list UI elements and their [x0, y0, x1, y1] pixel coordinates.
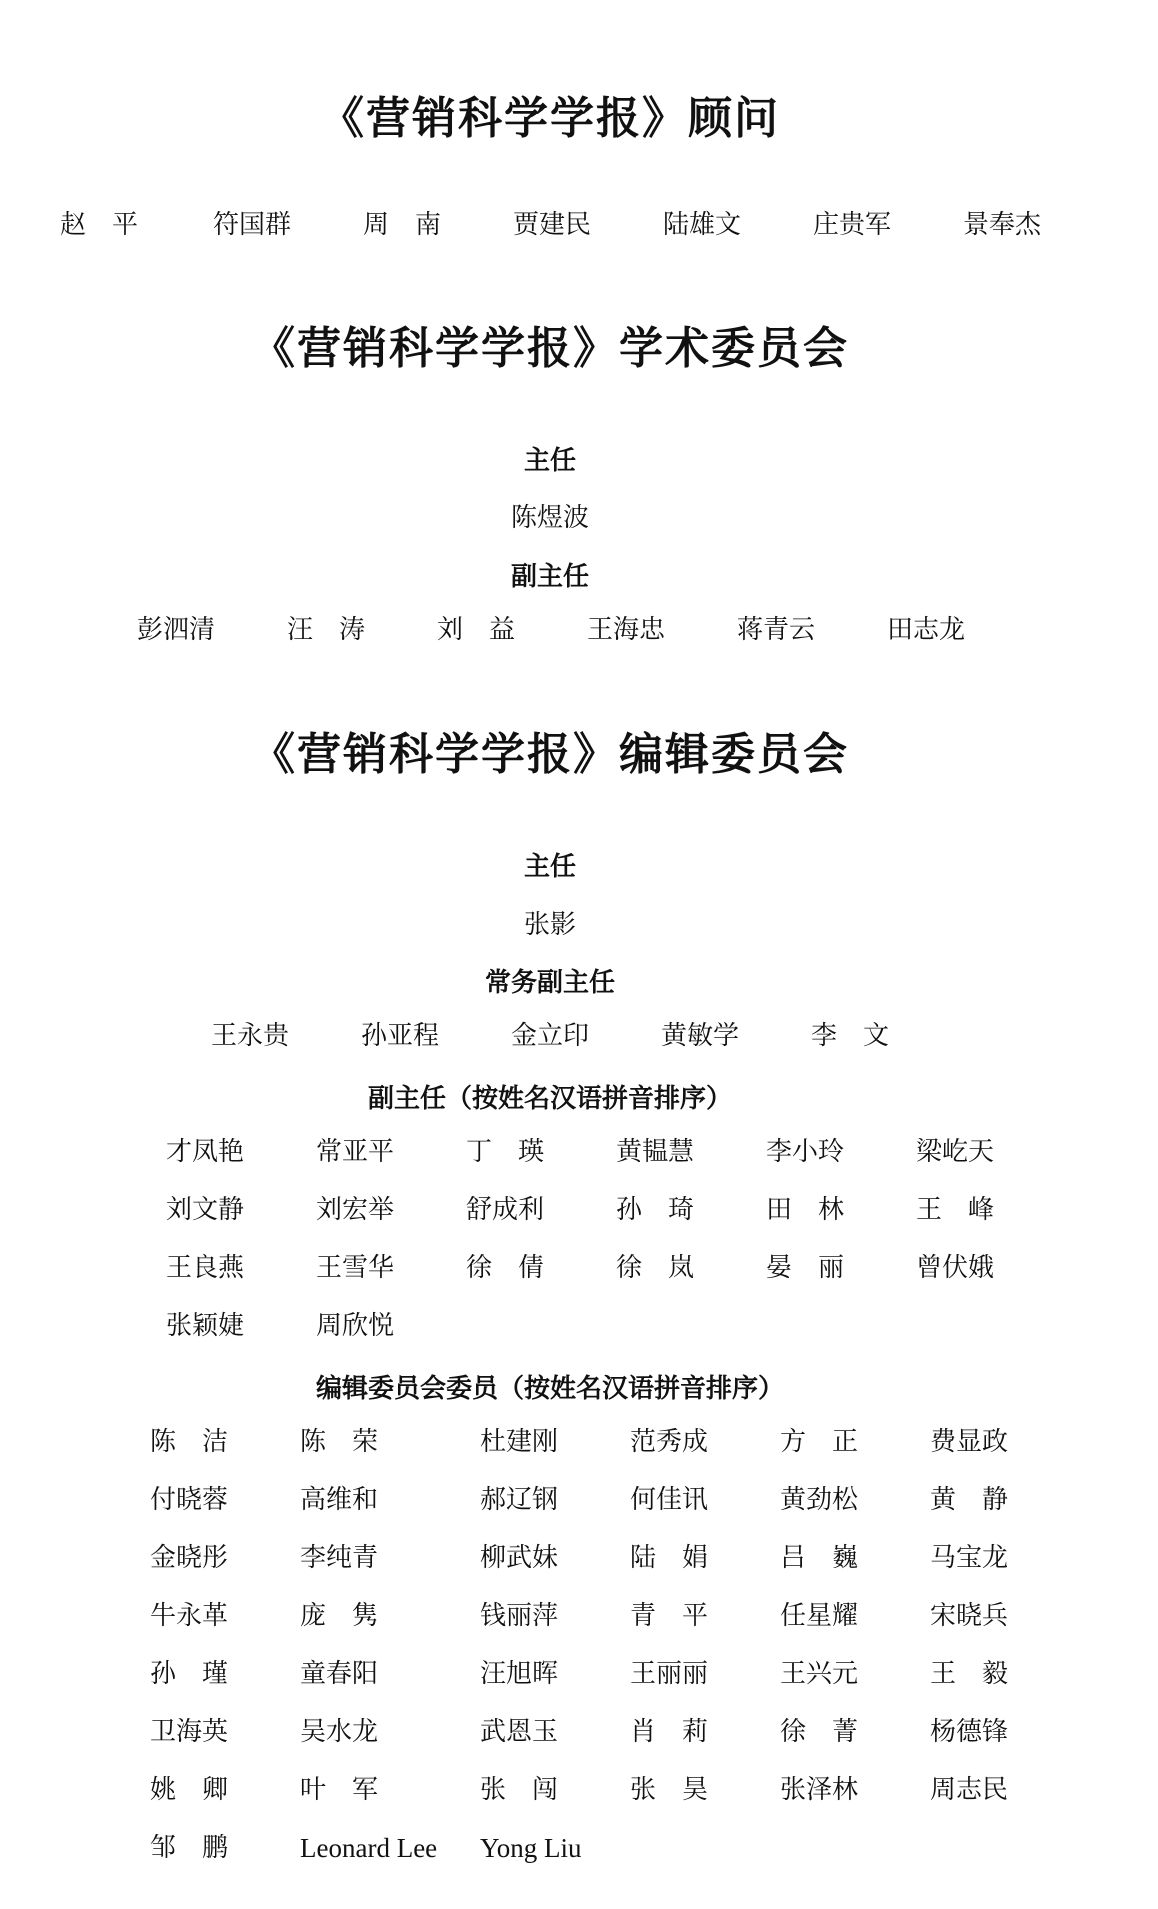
editorial-member-name: 青 平: [630, 1601, 709, 1631]
editorial-vice-name: 黄韫慧: [616, 1137, 695, 1167]
editorial-vice-name: 张颖婕: [166, 1311, 245, 1341]
academic-vice-name: 田志龙: [887, 615, 966, 645]
editorial-vice-name: 才凤艳: [166, 1137, 245, 1167]
editorial-vice-name: 王雪华: [316, 1253, 395, 1283]
editorial-vice-name: 孙 琦: [616, 1195, 695, 1225]
editorial-vice-row: [0, 1193, 1158, 1233]
editorial-member-name: 汪旭晖: [480, 1659, 559, 1689]
editorial-director-name: 张影: [523, 910, 576, 940]
editorial-member-name: 叶 军: [300, 1775, 379, 1805]
editorial-member-name: Yong Liu: [480, 1833, 582, 1863]
editorial-vice-name: 王 峰: [916, 1195, 995, 1225]
editorial-director-label: 主任: [523, 852, 576, 882]
editorial-member-name: 杜建刚: [480, 1427, 559, 1457]
editorial-vice-name: 王良燕: [166, 1253, 245, 1283]
editorial-vice-name: 周欣悦: [316, 1311, 395, 1341]
editorial-members-row: [0, 1657, 1158, 1697]
editorial-vice-name: 徐 倩: [466, 1253, 545, 1283]
editorial-member-name: 王 毅: [930, 1659, 1009, 1689]
advisor-name: 景奉杰: [963, 210, 1042, 240]
editorial-member-name: 庞 隽: [300, 1601, 379, 1631]
editorial-member-name: 童春阳: [300, 1659, 379, 1689]
editorial-member-name: 王丽丽: [630, 1659, 709, 1689]
editorial-member-name: 吕 巍: [780, 1543, 859, 1573]
editorial-vice-name: 常亚平: [316, 1137, 395, 1167]
academic-vice-row: [0, 613, 1158, 653]
editorial-board-title: 《营销科学学报》编辑委员会: [251, 729, 849, 780]
executive-vice-label: 常务副主任: [484, 968, 615, 998]
editorial-member-name: 吴水龙: [300, 1717, 379, 1747]
academic-vice-name: 刘 益: [437, 615, 516, 645]
advisors-row: [0, 208, 1158, 248]
editorial-member-name: 付晓蓉: [150, 1485, 229, 1515]
editorial-member-name: 张 昊: [630, 1775, 709, 1805]
editorial-member-name: 张 闯: [480, 1775, 559, 1805]
editorial-member-name: 钱丽萍: [480, 1601, 559, 1631]
advisor-name: 贾建民: [513, 210, 592, 240]
editorial-vice-row: [0, 1135, 1158, 1175]
editorial-member-name: 费显政: [930, 1427, 1009, 1457]
editorial-members-row: [0, 1541, 1158, 1581]
editorial-member-name: 孙 瑾: [150, 1659, 229, 1689]
editorial-vice-name: 李小玲: [766, 1137, 845, 1167]
advisor-name: 陆雄文: [663, 210, 742, 240]
editorial-member-name: 李纯青: [300, 1543, 379, 1573]
editorial-vice-name: 晏 丽: [766, 1253, 845, 1283]
editorial-member-name: 陈 荣: [300, 1427, 379, 1457]
academic-director-label: 主任: [523, 446, 576, 476]
editorial-member-name: 徐 菁: [780, 1717, 859, 1747]
academic-committee-title: 《营销科学学报》学术委员会: [251, 323, 849, 374]
advisor-name: 符国群: [213, 210, 292, 240]
academic-vice-name: 汪 涛: [287, 615, 366, 645]
editorial-member-name: 马宝龙: [930, 1543, 1009, 1573]
executive-vice-name: 金立印: [511, 1021, 590, 1051]
editorial-vice-name: 曾伏娥: [916, 1253, 995, 1283]
advisor-name: 庄贵军: [813, 210, 892, 240]
editorial-vice-name: 刘文静: [166, 1195, 245, 1225]
editorial-member-name: 肖 莉: [630, 1717, 709, 1747]
advisor-name: 周 南: [363, 210, 442, 240]
editorial-member-name: 杨德锋: [930, 1717, 1009, 1747]
editorial-members-row: [0, 1483, 1158, 1523]
academic-vice-name: 王海忠: [587, 615, 666, 645]
executive-vice-name: 王永贵: [211, 1021, 290, 1051]
editorial-member-name: 张泽林: [780, 1775, 859, 1805]
editorial-vice-name: 丁 瑛: [466, 1137, 545, 1167]
academic-director-name: 陈煜波: [510, 503, 589, 533]
academic-vice-name: 彭泗清: [137, 615, 216, 645]
editorial-vice-row: [0, 1251, 1158, 1291]
advisors-title: 《营销科学学报》顾问: [320, 93, 780, 144]
editorial-member-name: 卫海英: [150, 1717, 229, 1747]
editorial-member-name: 王兴元: [780, 1659, 859, 1689]
editorial-member-name: 武恩玉: [480, 1717, 559, 1747]
executive-vice-name: 李 文: [811, 1021, 890, 1051]
academic-vice-label: 副主任: [510, 562, 589, 592]
editorial-member-name: 牛永革: [150, 1601, 229, 1631]
editorial-member-name: 姚 卿: [150, 1775, 229, 1805]
editorial-vice-name: 舒成利: [466, 1195, 545, 1225]
editorial-members-row: [0, 1715, 1158, 1755]
editorial-member-name: 高维和: [300, 1485, 379, 1515]
editorial-vice-name: 刘宏举: [316, 1195, 395, 1225]
editorial-member-name: 柳武妹: [480, 1543, 559, 1573]
editorial-member-name: 黄 静: [930, 1485, 1009, 1515]
editorial-member-name: 邹 鹏: [150, 1833, 229, 1863]
executive-vice-name: 孙亚程: [361, 1021, 440, 1051]
editorial-member-name: Leonard Lee: [300, 1833, 438, 1863]
editorial-member-name: 周志民: [930, 1775, 1009, 1805]
editorial-vice-name: 徐 岚: [616, 1253, 695, 1283]
executive-vice-row: [0, 1019, 1158, 1059]
executive-vice-name: 黄敏学: [661, 1021, 740, 1051]
editorial-members-label: 编辑委员会委员（按姓名汉语拼音排序）: [315, 1374, 784, 1404]
editorial-member-name: 陆 娟: [630, 1543, 709, 1573]
editorial-member-name: 黄劲松: [780, 1485, 859, 1515]
editorial-member-name: 何佳讯: [630, 1485, 709, 1515]
editorial-members-row: [0, 1425, 1158, 1465]
editorial-member-name: 任星耀: [780, 1601, 859, 1631]
editorial-member-name: 陈 洁: [150, 1427, 229, 1457]
editorial-vice-name: 田 林: [766, 1195, 845, 1225]
editorial-vice-name: 梁屹天: [916, 1137, 995, 1167]
editorial-member-name: 郝辽钢: [480, 1485, 559, 1515]
academic-vice-name: 蒋青云: [737, 615, 816, 645]
advisor-name: 赵 平: [60, 210, 139, 240]
editorial-member-name: 范秀成: [630, 1427, 709, 1457]
editorial-vice-label: 副主任（按姓名汉语拼音排序）: [367, 1084, 732, 1114]
editorial-member-name: 方 正: [780, 1427, 859, 1457]
editorial-members-row: [0, 1599, 1158, 1639]
editorial-vice-row: [0, 1309, 1158, 1349]
editorial-member-name: 金晓彤: [150, 1543, 229, 1573]
editorial-members-row: [0, 1773, 1158, 1813]
editorial-members-row: [0, 1831, 1158, 1871]
editorial-member-name: 宋晓兵: [930, 1601, 1009, 1631]
